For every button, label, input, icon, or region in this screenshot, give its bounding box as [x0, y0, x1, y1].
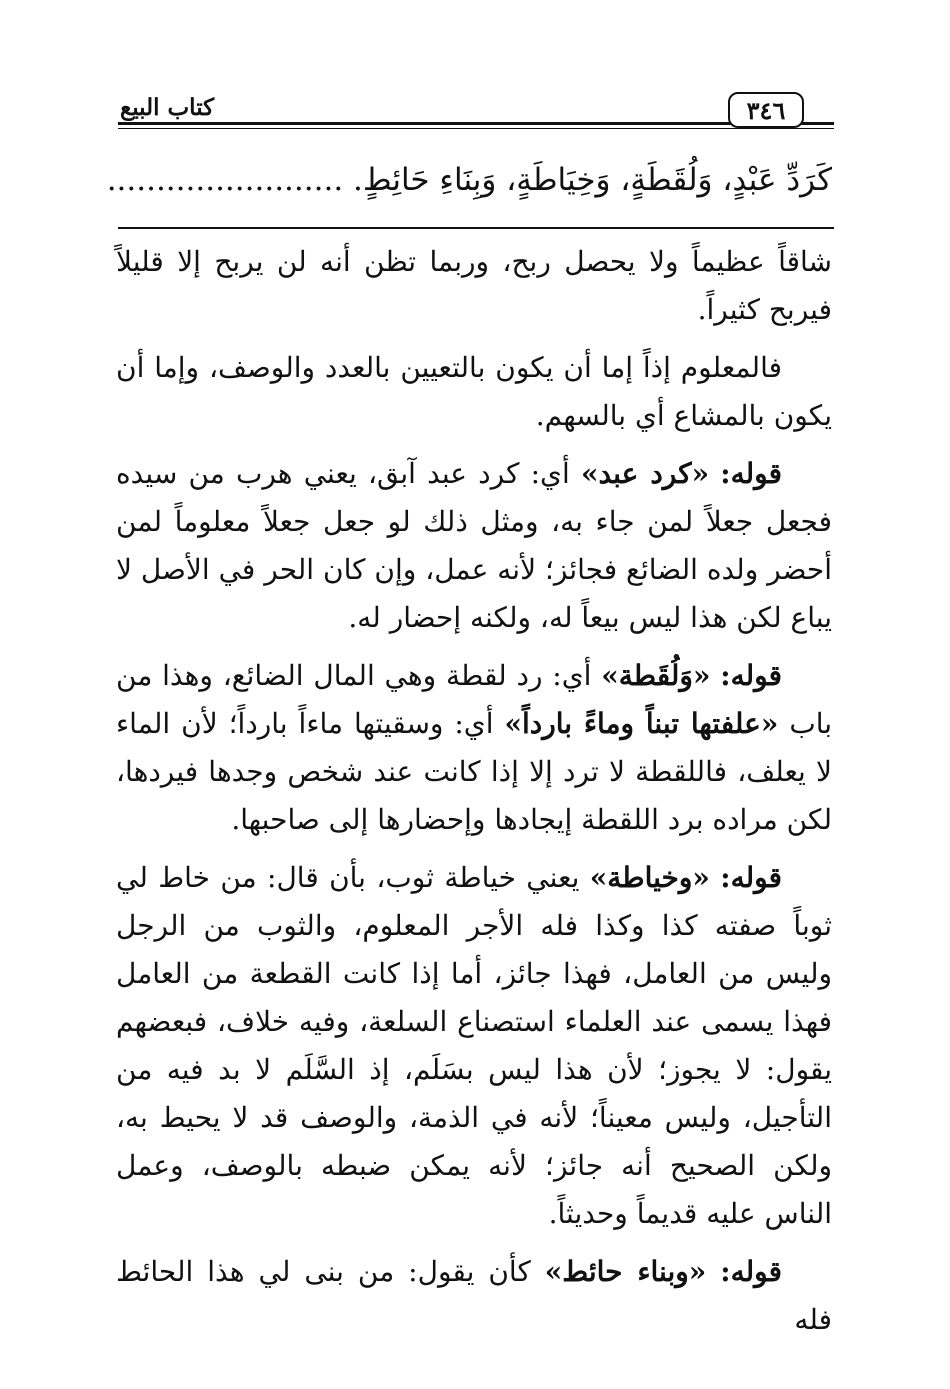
paragraph-text: أي: رد لقطة وهي المال الضائع، وهذا من باب [116, 659, 833, 740]
paragraph [116, 652, 832, 844]
paragraph-text: شاقاً عظيماً ولا يحصل ربح، وربما تظن أنه لن يربح إلا قليلاً فيربح كثيراً. [116, 245, 832, 326]
matn-separator [118, 227, 834, 229]
paragraph [116, 1248, 832, 1344]
paragraph-text: أي: كرد عبد آبق، يعني هرب من سيده فجعل جعلاً لمن جاء به، ومثل ذلك لو جعل جعلاً معلوماً لمن أحضر ولده الضائع فجائز؛ لأنه عمل، وإن كان الحر في الأصل لا يباع لكن هذا ليس بيعاً له، ولكنه إحضار له. [116, 457, 832, 634]
qawluhu-label: قوله: [720, 457, 782, 490]
qawluhu-label: قوله: [720, 659, 783, 692]
qawluhu-label: قوله: [720, 1255, 782, 1288]
paragraph-text: فالمعلوم إذاً إما أن يكون بالتعيين بالعدد والوصف، وإما أن يكون بالمشاع أي بالسهم. [116, 351, 832, 432]
matn-quote: «وبناء حائط» [544, 1255, 707, 1288]
matn-quote: «وَلُقَطة» [601, 659, 711, 692]
qawluhu-label: قوله: [720, 861, 782, 894]
paragraph [116, 344, 832, 440]
paragraph-text: أي: وسقيتها ماءاً بارداً؛ لأن الماء لا يعلف، فاللقطة لا ترد إلا إذا كانت عند شخص وجدها فيردها، لكن مراده برد اللقطة إيجادها وإحضارها إلى صاحبها. [116, 707, 832, 836]
commentary-body [116, 238, 832, 1354]
paragraph [116, 238, 832, 334]
matn-quote: «كرد عبد» [580, 457, 710, 490]
paragraph [116, 450, 832, 642]
matn-dots: ........................ [106, 162, 344, 198]
proverb-quote: «علفتها تبناً وماءً بارداً» [504, 707, 779, 740]
paragraph-text: يعني خياطة ثوب، بأن قال: من خاط لي ثوباً صفته كذا وكذا فله الأجر المعلوم، والثوب من الرجل وليس من العامل، فهذا جائز، أما إذا كانت القطعة من العامل فهذا يسمى عند العلماء استصناع السلعة، وفيه خلاف، فبعضهم يقول: لا يجوز؛ لأن هذا ليس بسَلَم، إذ السَّلَم لا بد فيه من التأجيل، وليس معيناً؛ لأنه في الذمة، والوصف قد لا يحيط به، ولكن الصحيح أنه جائز؛ لأنه يمكن ضبطه بالوصف، وعمل الناس عليه قديماً وحديثاً. [116, 861, 832, 1230]
page-header [118, 92, 834, 136]
matn-line [106, 150, 832, 210]
page-number: ٣٤٦ [728, 92, 804, 128]
matn-quote: «وخياطة» [589, 861, 710, 894]
header-rule-thin [118, 128, 834, 129]
header-rule-thick [118, 122, 834, 125]
matn-text: كَرَدِّ عَبْدٍ، وَلُقَطَةٍ، وَخِيَاطَةٍ، وَبِنَاءِ حَائِطٍ. [353, 162, 832, 198]
paragraph-text: كأن يقول: من بنى لي هذا الحائط فله [116, 1255, 832, 1336]
book-title: كتاب البيع [120, 94, 215, 121]
paragraph [116, 854, 832, 1238]
